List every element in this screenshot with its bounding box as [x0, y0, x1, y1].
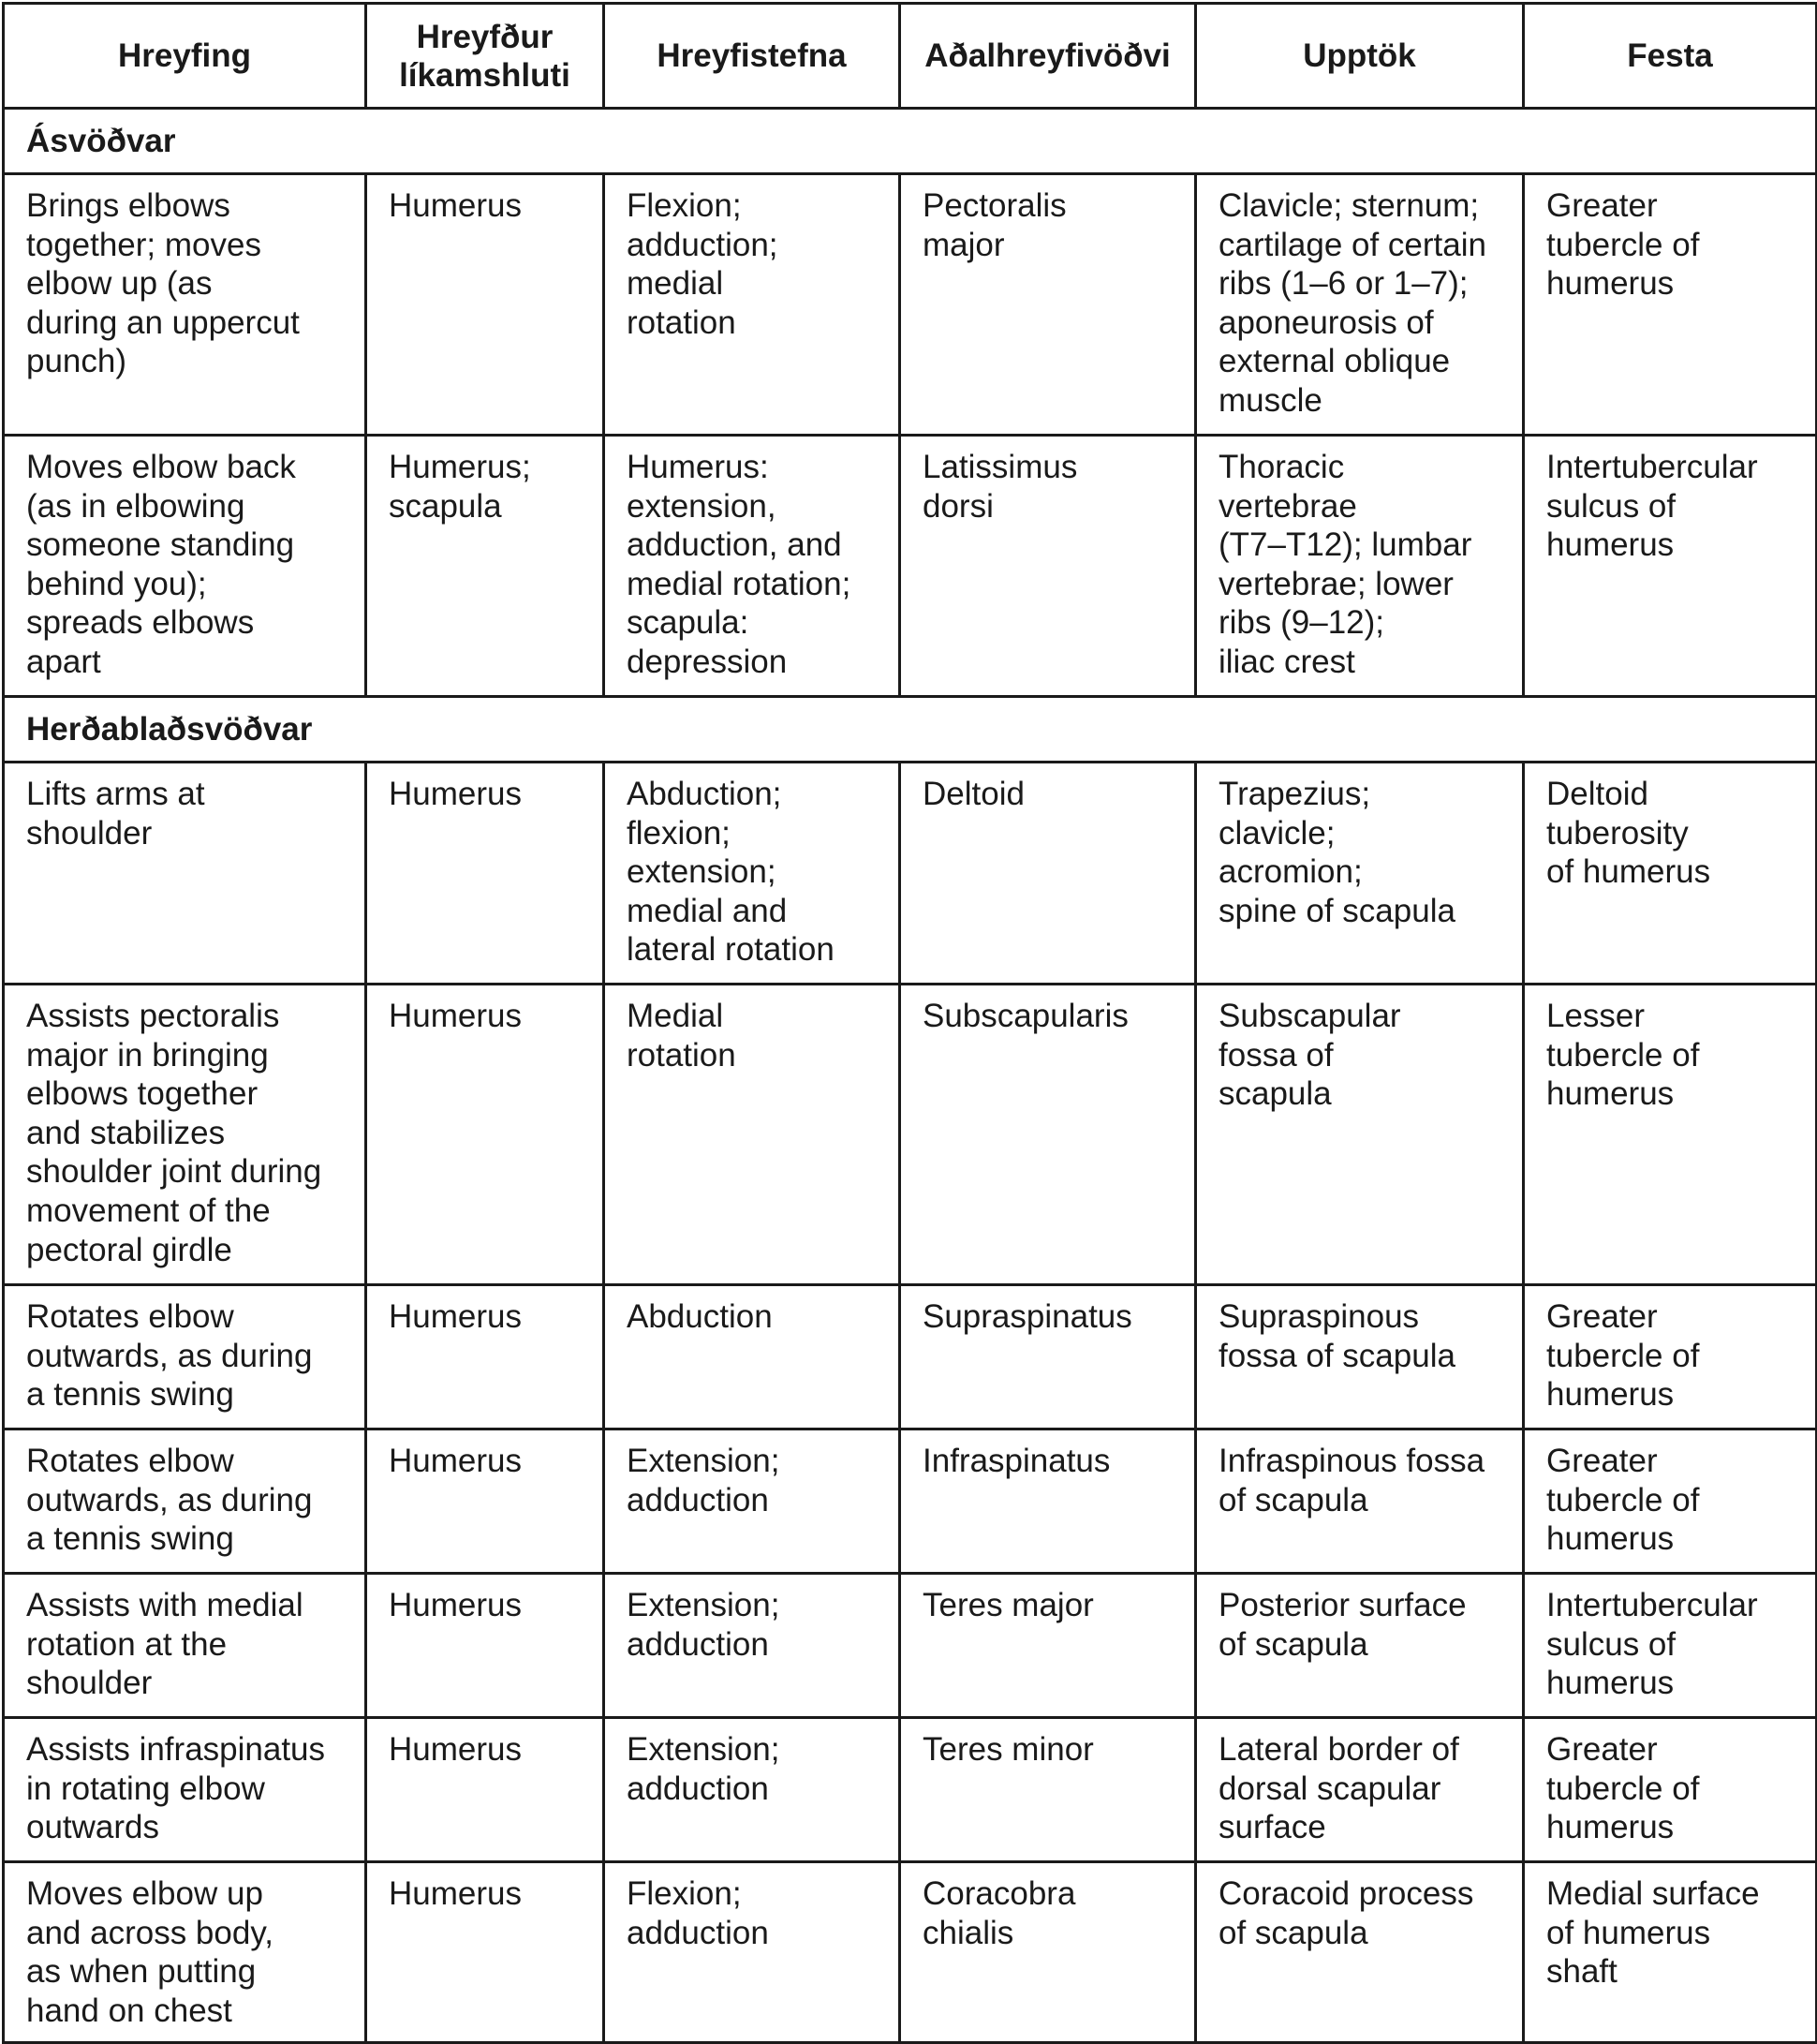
header-hreyfing: Hreyfing	[4, 4, 366, 109]
table-row	[4, 1862, 1817, 2043]
cell-hreyfistefna: Extension; adduction	[604, 1429, 900, 1574]
table-row	[4, 1718, 1817, 1862]
cell-hreyfing: Assists infraspinatus in rotating elbow outwards	[4, 1718, 366, 1862]
table-row	[4, 1429, 1817, 1574]
cell-festa: Greater tubercle of humerus	[1524, 1285, 1817, 1429]
cell-festa: Greater tubercle of humerus	[1524, 174, 1817, 436]
cell-hreyfing: Rotates elbow outwards, as during a tennis swing	[4, 1429, 366, 1574]
header-row	[4, 4, 1817, 109]
cell-hreyfistefna: Flexion; adduction	[604, 1862, 900, 2043]
cell-upptok: Lateral border of dorsal scapular surface	[1196, 1718, 1524, 1862]
cell-hreyfing: Brings elbows together; moves elbow up (as during an uppercut punch)	[4, 174, 366, 436]
cell-festa: Greater tubercle of humerus	[1524, 1718, 1817, 1862]
header-hreyfdur-likamshluti: Hreyfður líkamshluti	[366, 4, 604, 109]
cell-upptok: Supraspinous fossa of scapula	[1196, 1285, 1524, 1429]
cell-hreyfdur-likamshluti: Humerus	[366, 985, 604, 1285]
cell-hreyfistefna: Abduction; flexion; extension; medial and lateral rotation	[604, 763, 900, 985]
cell-adalhreyfivodvi: Latissimus dorsi	[900, 436, 1196, 697]
table-row	[4, 985, 1817, 1285]
table-row	[4, 1574, 1817, 1718]
cell-hreyfdur-likamshluti: Humerus	[366, 1718, 604, 1862]
cell-adalhreyfivodvi: Supraspinatus	[900, 1285, 1196, 1429]
cell-upptok: Posterior surface of scapula	[1196, 1574, 1524, 1718]
cell-hreyfistefna: Flexion; adduction; medial rotation	[604, 174, 900, 436]
cell-hreyfing: Lifts arms at shoulder	[4, 763, 366, 985]
cell-hreyfdur-likamshluti: Humerus	[366, 1574, 604, 1718]
table-row	[4, 174, 1817, 436]
cell-upptok: Infraspinous fossa of scapula	[1196, 1429, 1524, 1574]
muscle-table	[2, 2, 1817, 2044]
header-adalhreyfivodvi: Aðalhreyfivöðvi	[900, 4, 1196, 109]
cell-adalhreyfivodvi: Subscapularis	[900, 985, 1196, 1285]
cell-hreyfistefna: Humerus: extension, adduction, and medial rotation; scapula: depression	[604, 436, 900, 697]
cell-festa: Deltoid tuberosity of humerus	[1524, 763, 1817, 985]
table-row	[4, 436, 1817, 697]
cell-hreyfing: Rotates elbow outwards, as during a tennis swing	[4, 1285, 366, 1429]
section-title-asvodvar: Ásvöðvar	[4, 109, 1817, 174]
cell-hreyfdur-likamshluti: Humerus	[366, 763, 604, 985]
cell-adalhreyfivodvi: Pectoralis major	[900, 174, 1196, 436]
cell-hreyfdur-likamshluti: Humerus	[366, 1285, 604, 1429]
cell-hreyfdur-likamshluti: Humerus	[366, 1862, 604, 2043]
cell-adalhreyfivodvi: Coracobra chialis	[900, 1862, 1196, 2043]
cell-hreyfdur-likamshluti: Humerus	[366, 1429, 604, 1574]
cell-upptok: Trapezius; clavicle; acromion; spine of scapula	[1196, 763, 1524, 985]
cell-upptok: Subscapular fossa of scapula	[1196, 985, 1524, 1285]
cell-hreyfing: Assists with medial rotation at the shoulder	[4, 1574, 366, 1718]
cell-festa: Intertubercular sulcus of humerus	[1524, 1574, 1817, 1718]
cell-hreyfistefna: Medial rotation	[604, 985, 900, 1285]
cell-festa: Greater tubercle of humerus	[1524, 1429, 1817, 1574]
table-row	[4, 763, 1817, 985]
cell-hreyfing: Assists pectoralis major in bringing elbows together and stabilizes shoulder joint during movement of the pectoral girdle	[4, 985, 366, 1285]
section-row	[4, 697, 1817, 763]
cell-adalhreyfivodvi: Teres minor	[900, 1718, 1196, 1862]
cell-festa: Intertubercular sulcus of humerus	[1524, 436, 1817, 697]
cell-hreyfistefna: Extension; adduction	[604, 1718, 900, 1862]
cell-hreyfdur-likamshluti: Humerus	[366, 174, 604, 436]
cell-hreyfing: Moves elbow up and across body, as when putting hand on chest	[4, 1862, 366, 2043]
cell-upptok: Clavicle; sternum; cartilage of certain ribs (1–6 or 1–7); aponeurosis of external oblique muscle	[1196, 174, 1524, 436]
cell-adalhreyfivodvi: Infraspinatus	[900, 1429, 1196, 1574]
cell-hreyfistefna: Extension; adduction	[604, 1574, 900, 1718]
cell-festa: Medial surface of humerus shaft	[1524, 1862, 1817, 2043]
cell-adalhreyfivodvi: Teres major	[900, 1574, 1196, 1718]
table-row	[4, 1285, 1817, 1429]
cell-hreyfdur-likamshluti: Humerus; scapula	[366, 436, 604, 697]
header-festa: Festa	[1524, 4, 1817, 109]
cell-adalhreyfivodvi: Deltoid	[900, 763, 1196, 985]
header-upptok: Upptök	[1196, 4, 1524, 109]
cell-hreyfistefna: Abduction	[604, 1285, 900, 1429]
header-hreyfistefna: Hreyfistefna	[604, 4, 900, 109]
cell-hreyfing: Moves elbow back (as in elbowing someone standing behind you); spreads elbows apart	[4, 436, 366, 697]
cell-upptok: Thoracic vertebrae (T7–T12); lumbar vertebrae; lower ribs (9–12); iliac crest	[1196, 436, 1524, 697]
section-title-herdablasvodvar: Herðablaðsvöðvar	[4, 697, 1817, 763]
cell-upptok: Coracoid process of scapula	[1196, 1862, 1524, 2043]
section-row	[4, 109, 1817, 174]
cell-festa: Lesser tubercle of humerus	[1524, 985, 1817, 1285]
